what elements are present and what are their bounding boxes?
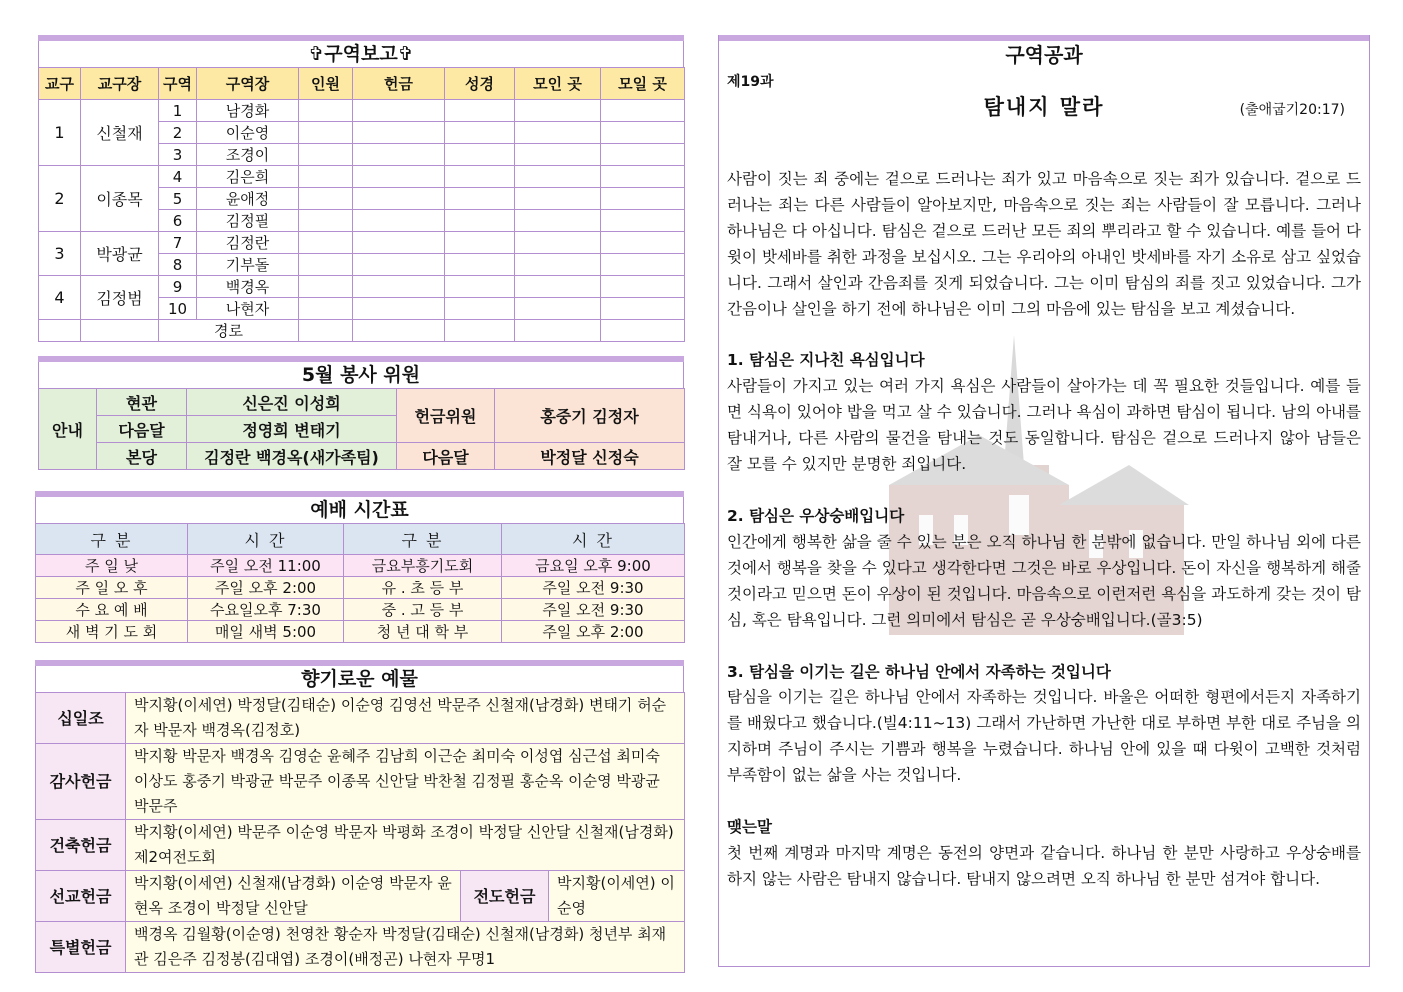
blank-cell bbox=[601, 100, 685, 122]
column-header: 교구 bbox=[39, 68, 81, 100]
table-row bbox=[36, 922, 685, 973]
blank-cell bbox=[515, 320, 601, 342]
lesson-number: 제19과 bbox=[727, 74, 774, 90]
blank-cell bbox=[299, 100, 353, 122]
section-2-body: 인간에게 행복한 삶을 줄 수 있는 분은 오직 하나님 한 분밖에 없습니다. 만일 하나님 외에 다른 것에서 행복을 찾을 수 있다고 생각한다면 그것은 바로 우상입니다. 돈이 자신을 행복하게 해줄 것이라고 믿으면 돈이 우상이 된 것입니다. 마음속으로 이런저런 욕심을 과도하게 갖는 것이 탐심, 혹은 탐욕입니다. 그런 의미에서 탐심은 곧 우상숭배입니다.(골3:5) bbox=[727, 532, 1361, 629]
blank-cell bbox=[601, 210, 685, 232]
column-header: 모인 곳 bbox=[515, 68, 601, 100]
table-row bbox=[39, 443, 685, 470]
blank-cell bbox=[353, 100, 445, 122]
thanks-label: 감사헌금 bbox=[36, 744, 126, 820]
next-month-label: 다음달 bbox=[397, 443, 495, 470]
district-number: 10 bbox=[159, 298, 197, 320]
worship-schedule-table bbox=[35, 523, 685, 643]
column-header: 시 간 bbox=[188, 524, 344, 555]
service-name: 청 년 대 학 부 bbox=[344, 621, 502, 643]
lesson-reference: (출애굽기20:17) bbox=[1239, 102, 1345, 118]
district-report-header-row bbox=[39, 68, 685, 100]
table-row bbox=[36, 820, 685, 871]
service-committee-title: 5월 봉사 위원 bbox=[38, 362, 684, 388]
service-time: 수요일오후 7:30 bbox=[188, 599, 344, 621]
blank-cell bbox=[353, 276, 445, 298]
blank-cell bbox=[299, 188, 353, 210]
blank-cell bbox=[515, 100, 601, 122]
blank-cell bbox=[353, 254, 445, 276]
blank-cell bbox=[445, 254, 515, 276]
district-leader: 나현자 bbox=[197, 298, 299, 320]
worship-schedule-title: 예배 시간표 bbox=[35, 497, 684, 523]
table-row bbox=[36, 621, 685, 643]
blank-cell bbox=[601, 298, 685, 320]
offering-committee-label: 헌금위원 bbox=[397, 389, 495, 443]
blank-cell bbox=[299, 276, 353, 298]
district-number: 9 bbox=[159, 276, 197, 298]
district-leader: 기부돌 bbox=[197, 254, 299, 276]
evangelism-label: 전도헌금 bbox=[461, 871, 549, 922]
blank-cell bbox=[445, 122, 515, 144]
offerings-table bbox=[35, 692, 685, 973]
parish-leader: 이종목 bbox=[81, 166, 159, 232]
table-row bbox=[36, 744, 685, 820]
offerings-panel bbox=[35, 660, 684, 973]
table-row bbox=[39, 276, 685, 298]
service-name: 새 벽 기 도 회 bbox=[36, 621, 188, 643]
blank-cell bbox=[515, 254, 601, 276]
service-place: 본당 bbox=[97, 443, 187, 470]
blank-cell bbox=[445, 210, 515, 232]
service-time: 주일 오후 2:00 bbox=[188, 577, 344, 599]
district-leader: 이순영 bbox=[197, 122, 299, 144]
blank-cell bbox=[299, 320, 353, 342]
table-row bbox=[36, 693, 685, 744]
blank-cell bbox=[515, 210, 601, 232]
paragraph-spacer bbox=[727, 789, 1361, 815]
evangelism-names: 박지황(이세연) 이순영 bbox=[549, 871, 685, 922]
section-3-body: 탐심을 이기는 길은 하나님 안에서 자족하는 것입니다. 바울은 어떠한 형편에서든지 자족하기를 배웠다고 했습니다.(빌4:11~13) 그래서 가난하면 가난한 대로 부하면 부한 대로 주님을 의지하며 주님이 주시는 기쁨과 행복을 누렸습니다. 하나님 안에 있을 때 다윗이 고백한 것처럼 부족함이 없는 삶을 사는 것입니다. bbox=[727, 688, 1361, 785]
table-row bbox=[36, 871, 685, 922]
district-report-table bbox=[38, 67, 685, 342]
special-label: 특별헌금 bbox=[36, 922, 126, 973]
column-header: 성경 bbox=[445, 68, 515, 100]
district-leader: 남경화 bbox=[197, 100, 299, 122]
blank-cell bbox=[353, 188, 445, 210]
lesson-intro: 사람이 짓는 죄 중에는 겉으로 드러나는 죄가 있고 마음속으로 짓는 죄가 있습니다. 겉으로 드러나는 죄는 다른 사람들이 알아보지만, 마음속으로 짓는 죄는 사람들이 잘 모릅니다. 그러나 하나님은 다 아십니다. 탐심은 겉으로 드러난 모든 죄의 뿌리라고 할 수 있습니다. 예를 들어 다윗이 밧세바를 취한 과정을 보십시오. 그는 우리아의 아내인 밧세바를 자기 소유로 삼고 싶었습니다. 그래서 살인과 간음죄를 짓게 되었습니다. 그는 이미 탐심의 죄를 짓고 있었습니다. 그가 간음이나 살인을 하기 전에 하나님은 이미 그의 마음에 있는 탐심을 보고 계셨습니다. bbox=[727, 170, 1361, 318]
elder-row-label: 경로 bbox=[159, 320, 299, 342]
blank-cell bbox=[299, 166, 353, 188]
offerings-title: 향기로운 예물 bbox=[35, 666, 684, 692]
parish-leader: 신철재 bbox=[81, 100, 159, 166]
blank-cell bbox=[515, 166, 601, 188]
blank-cell bbox=[445, 144, 515, 166]
service-time: 주일 오후 2:00 bbox=[502, 621, 685, 643]
blank-cell bbox=[515, 276, 601, 298]
blank-cell bbox=[445, 298, 515, 320]
blank-cell bbox=[299, 144, 353, 166]
lesson-title: 탐내지 말라 bbox=[983, 95, 1105, 119]
blank-cell bbox=[353, 122, 445, 144]
district-number: 5 bbox=[159, 188, 197, 210]
thanks-names: 박지황 박문자 백경옥 김영순 윤혜주 김남희 이근순 최미숙 이성엽 심근섭 최미숙 이상도 홍중기 박광균 박문주 이종목 신안달 박찬철 김정필 홍순옥 이순영 박광균 박문주 bbox=[126, 744, 685, 820]
section-1-title: 1. 탐심은 지나친 욕심입니다 bbox=[727, 351, 925, 370]
blank-cell bbox=[353, 298, 445, 320]
parish-leader: 박광균 bbox=[81, 232, 159, 276]
service-place: 다음달 bbox=[97, 416, 187, 443]
section-3-title: 3. 탐심을 이기는 길은 하나님 안에서 자족하는 것입니다 bbox=[727, 662, 1111, 681]
service-names: 김정란 백경옥(새가족팀) bbox=[187, 443, 397, 470]
parish-number: 1 bbox=[39, 100, 81, 166]
special-names: 백경옥 김월황(이순영) 천영찬 황순자 박정달(김태순) 신철재(남경화) 청년부 최재관 김은주 김정봉(김대엽) 조경이(배정곤) 나현자 무명1 bbox=[126, 922, 685, 973]
blank-cell bbox=[299, 254, 353, 276]
district-number: 3 bbox=[159, 144, 197, 166]
table-row bbox=[39, 100, 685, 122]
blank-cell bbox=[353, 144, 445, 166]
blank-cell bbox=[515, 232, 601, 254]
column-header: 모일 곳 bbox=[601, 68, 685, 100]
service-time: 주일 오전 11:00 bbox=[188, 555, 344, 577]
section-2-title: 2. 탐심은 우상숭배입니다 bbox=[727, 506, 905, 525]
service-name: 주 일 낮 bbox=[36, 555, 188, 577]
service-name: 유 . 초 등 부 bbox=[344, 577, 502, 599]
blank-cell bbox=[445, 188, 515, 210]
column-header: 시 간 bbox=[502, 524, 685, 555]
district-number: 1 bbox=[159, 100, 197, 122]
district-leader: 김은희 bbox=[197, 166, 299, 188]
service-time: 주일 오전 9:30 bbox=[502, 577, 685, 599]
blank-cell bbox=[601, 320, 685, 342]
blank-cell bbox=[515, 144, 601, 166]
tithe-label: 십일조 bbox=[36, 693, 126, 744]
district-number: 4 bbox=[159, 166, 197, 188]
district-leader: 백경옥 bbox=[197, 276, 299, 298]
blank-cell bbox=[515, 122, 601, 144]
district-leader: 김정란 bbox=[197, 232, 299, 254]
service-name: 금요부흥기도회 bbox=[344, 555, 502, 577]
lesson-panel bbox=[718, 35, 1370, 967]
blank-cell bbox=[299, 122, 353, 144]
district-report-panel bbox=[38, 35, 684, 342]
service-place: 현관 bbox=[97, 389, 187, 416]
blank-cell bbox=[81, 320, 159, 342]
table-row bbox=[39, 166, 685, 188]
paragraph-spacer bbox=[727, 322, 1361, 348]
parish-number: 2 bbox=[39, 166, 81, 232]
service-committee-panel bbox=[38, 356, 684, 470]
closing-title: 맺는말 bbox=[727, 818, 772, 837]
blank-cell bbox=[445, 232, 515, 254]
blank-cell bbox=[353, 210, 445, 232]
column-header: 구 분 bbox=[344, 524, 502, 555]
district-number: 8 bbox=[159, 254, 197, 276]
table-row bbox=[39, 232, 685, 254]
service-time: 주일 오전 9:30 bbox=[502, 599, 685, 621]
service-time: 금요일 오후 9:00 bbox=[502, 555, 685, 577]
service-name: 수 요 예 배 bbox=[36, 599, 188, 621]
building-names: 박지황(이세연) 박문주 이순영 박문자 박평화 조경이 박정달 신안달 신철재(남경화) 제2여전도회 bbox=[126, 820, 685, 871]
blank-cell bbox=[601, 188, 685, 210]
service-time: 매일 새벽 5:00 bbox=[188, 621, 344, 643]
offering-committee-names: 홍중기 김정자 bbox=[495, 389, 685, 443]
blank-cell bbox=[601, 166, 685, 188]
blank-cell bbox=[353, 232, 445, 254]
blank-cell bbox=[299, 210, 353, 232]
blank-cell bbox=[445, 166, 515, 188]
guide-label: 안내 bbox=[39, 389, 97, 470]
district-number: 2 bbox=[159, 122, 197, 144]
parish-number: 3 bbox=[39, 232, 81, 276]
table-row bbox=[36, 555, 685, 577]
blank-cell bbox=[353, 166, 445, 188]
column-header: 구 분 bbox=[36, 524, 188, 555]
blank-cell bbox=[39, 320, 81, 342]
service-name: 중 . 고 등 부 bbox=[344, 599, 502, 621]
blank-cell bbox=[601, 122, 685, 144]
table-row bbox=[36, 577, 685, 599]
paragraph-spacer bbox=[727, 478, 1361, 504]
lesson-body bbox=[727, 167, 1361, 893]
worship-schedule-panel bbox=[35, 491, 684, 643]
blank-cell bbox=[445, 100, 515, 122]
table-row bbox=[39, 320, 685, 342]
building-label: 건축헌금 bbox=[36, 820, 126, 871]
service-committee-table bbox=[38, 388, 685, 470]
paragraph-spacer bbox=[727, 634, 1361, 660]
column-header: 교구장 bbox=[81, 68, 159, 100]
service-names: 신은진 이성희 bbox=[187, 389, 397, 416]
parish-number: 4 bbox=[39, 276, 81, 320]
next-month-names: 박정달 신정숙 bbox=[495, 443, 685, 470]
blank-cell bbox=[299, 232, 353, 254]
table-row bbox=[36, 599, 685, 621]
blank-cell bbox=[601, 254, 685, 276]
parish-leader: 김정범 bbox=[81, 276, 159, 320]
mission-label: 선교헌금 bbox=[36, 871, 126, 922]
service-names: 정영희 변태기 bbox=[187, 416, 397, 443]
tithe-names: 박지황(이세연) 박정달(김태순) 이순영 김영선 박문주 신철재(남경화) 변태기 허순자 박문자 백경옥(김정호) bbox=[126, 693, 685, 744]
table-row bbox=[39, 389, 685, 416]
blank-cell bbox=[601, 232, 685, 254]
worship-schedule-header-row bbox=[36, 524, 685, 555]
district-number: 7 bbox=[159, 232, 197, 254]
lesson-header: 구역공과 bbox=[1005, 43, 1083, 67]
column-header: 헌금 bbox=[353, 68, 445, 100]
blank-cell bbox=[353, 320, 445, 342]
blank-cell bbox=[601, 276, 685, 298]
column-header: 구역장 bbox=[197, 68, 299, 100]
column-header: 인원 bbox=[299, 68, 353, 100]
district-number: 6 bbox=[159, 210, 197, 232]
district-leader: 윤애정 bbox=[197, 188, 299, 210]
blank-cell bbox=[601, 144, 685, 166]
section-1-body: 사람들이 가지고 있는 여러 가지 욕심은 사람들이 살아가는 데 꼭 필요한 것들입니다. 예를 들면 식욕이 있어야 밥을 먹고 살 수 있습니다. 그러나 욕심이 과하면 탐심이 됩니다. 남의 아내를 탐내거나, 다른 사람의 물건을 탐내는 것도 동일합니다. 탐심은 겉으로 드러나지 않아 남들은 잘 모를 수 있지만 분명한 죄입니다. bbox=[727, 377, 1361, 474]
blank-cell bbox=[445, 320, 515, 342]
district-leader: 조경이 bbox=[197, 144, 299, 166]
blank-cell bbox=[445, 276, 515, 298]
service-name: 주 일 오 후 bbox=[36, 577, 188, 599]
closing-body: 첫 번째 계명과 마지막 계명은 동전의 양면과 같습니다. 하나님 한 분만 사랑하고 우상숭배를 하지 않는 사람은 탐내지 않습니다. 탐내지 않으려면 오직 하나님 한 분만 섬겨야 합니다. bbox=[727, 843, 1361, 888]
blank-cell bbox=[299, 298, 353, 320]
mission-names: 박지황(이세연) 신철재(남경화) 이순영 박문자 윤현옥 조경이 박정달 신안달 bbox=[126, 871, 461, 922]
column-header: 구역 bbox=[159, 68, 197, 100]
blank-cell bbox=[515, 188, 601, 210]
district-leader: 김정필 bbox=[197, 210, 299, 232]
district-report-title: ✞구역보고✞ bbox=[38, 41, 684, 67]
blank-cell bbox=[515, 298, 601, 320]
